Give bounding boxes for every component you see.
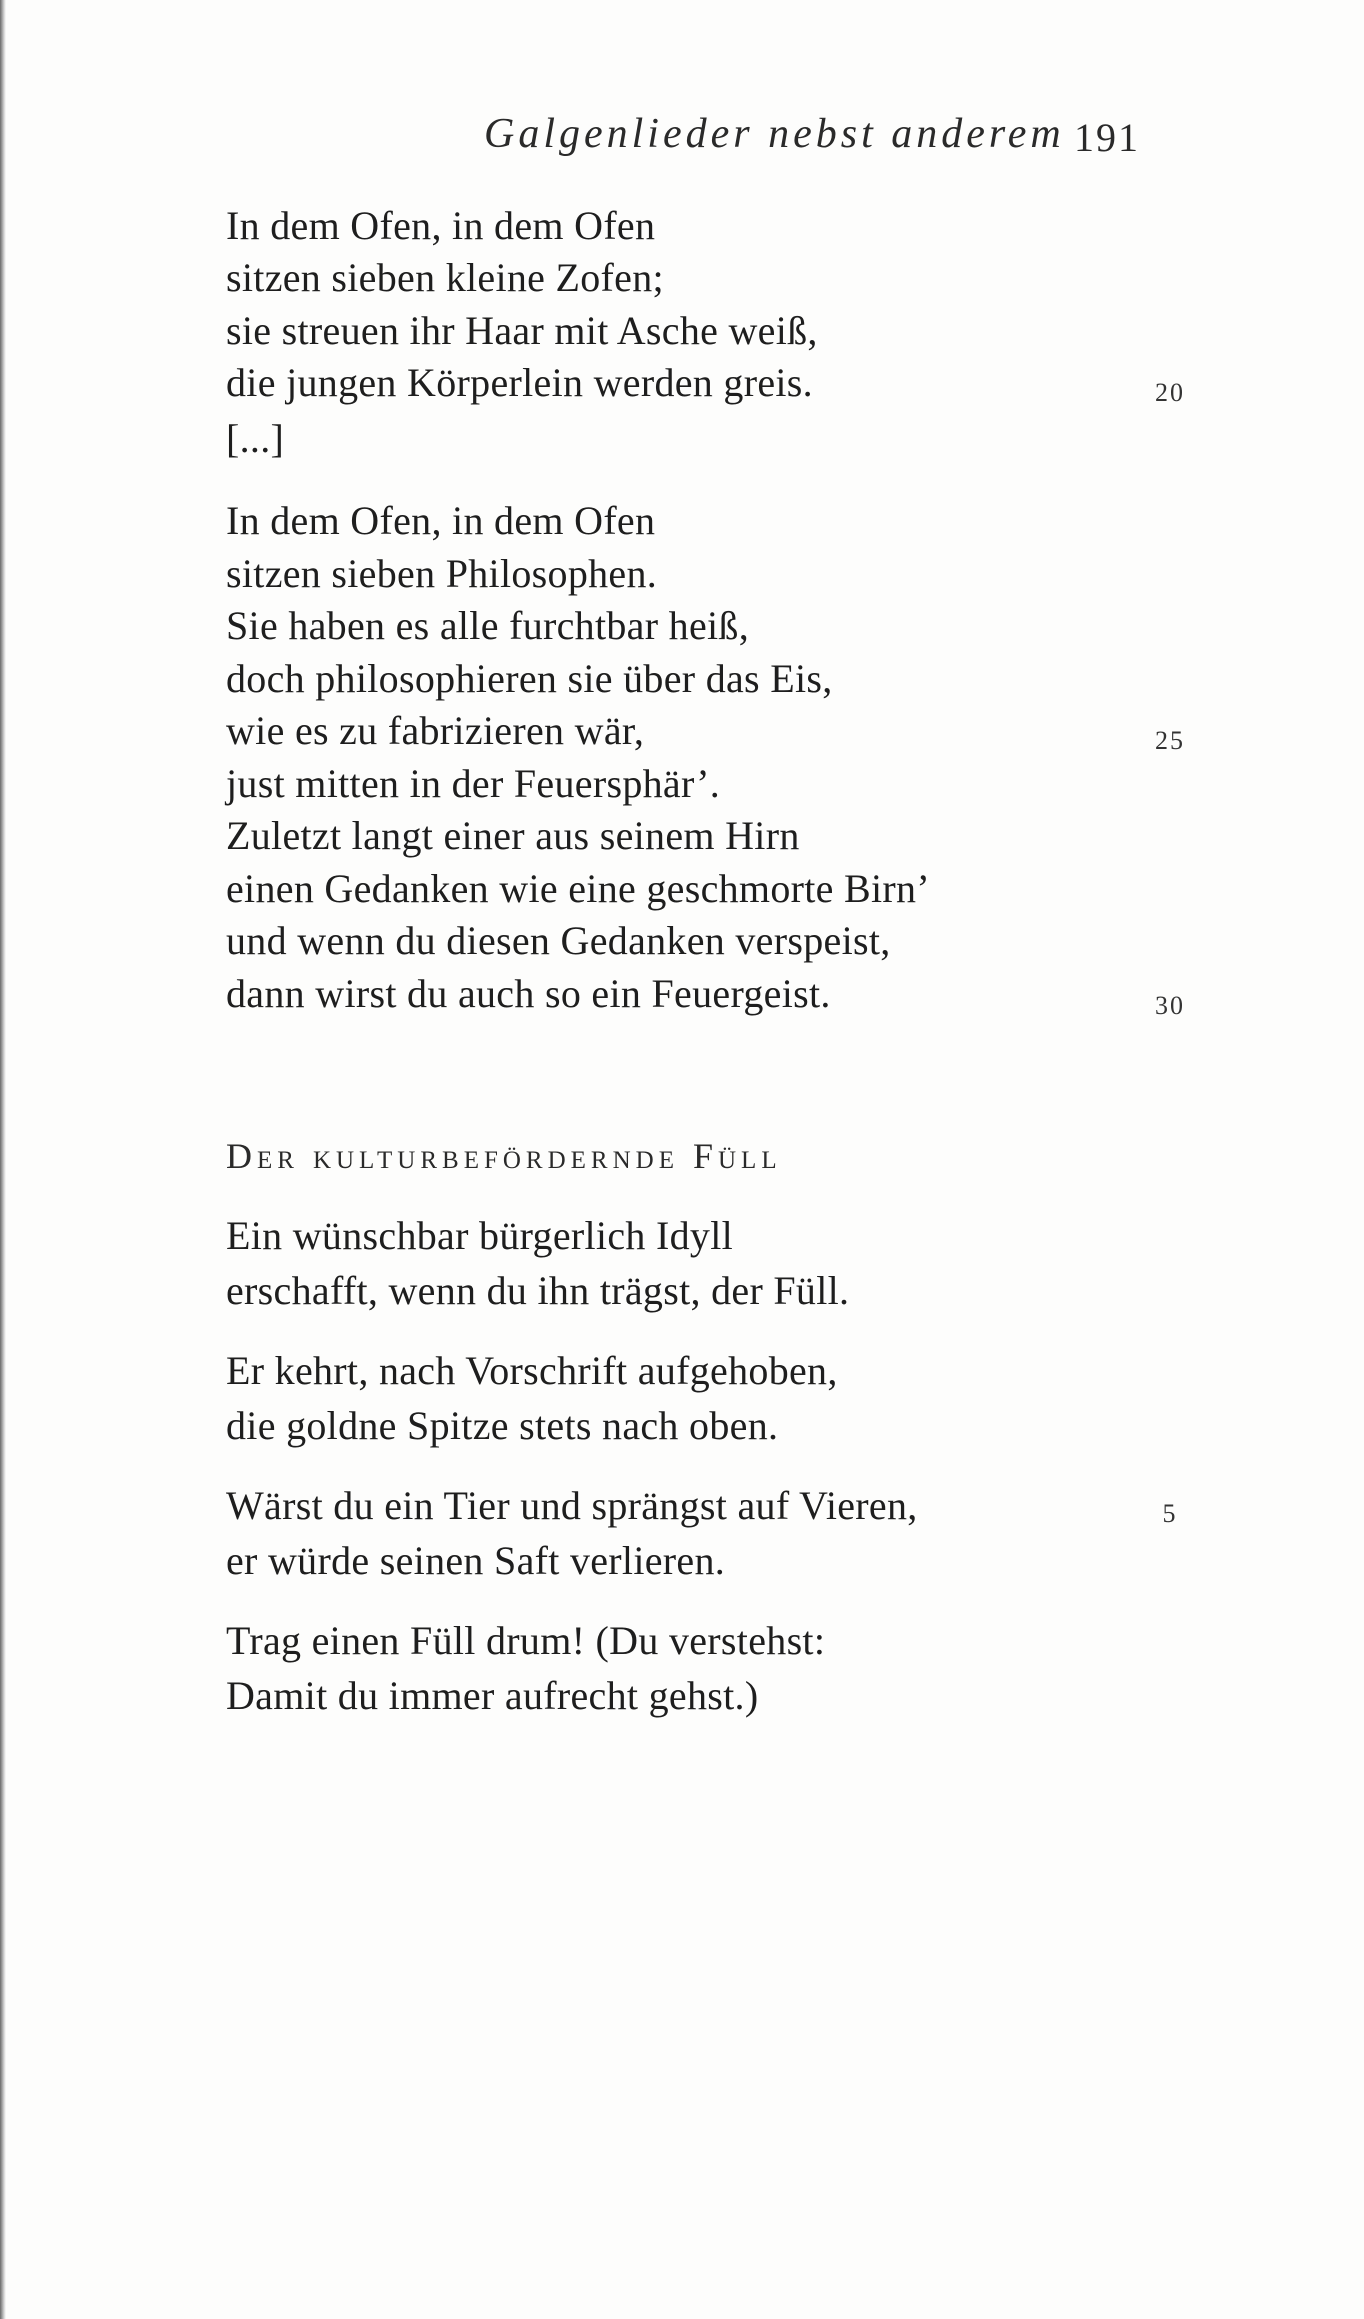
line-number: 20 <box>1155 378 1185 407</box>
verse-line: sitzen sieben kleine Zofen; <box>226 255 664 300</box>
verse-line: doch philosophieren sie über das Eis, <box>226 656 833 701</box>
verse-line: wie es zu fabrizieren wär, <box>226 708 645 753</box>
verse-line: die goldne Spitze stets nach oben. <box>226 1403 779 1448</box>
poem-title: Der kulturbefördernde Füll <box>226 1136 782 1176</box>
verse-line: just mitten in der Feuersphär’. <box>226 761 721 806</box>
verse-line: Zuletzt langt einer aus seinem Hirn <box>226 813 800 858</box>
verse-line: Ein wünschbar bürgerlich Idyll <box>226 1213 734 1258</box>
verse-line: Er kehrt, nach Vorschrift aufgehoben, <box>226 1348 838 1393</box>
verse-line: dann wirst du auch so ein Feuergeist. <box>226 971 831 1016</box>
line-number: 5 <box>1162 1499 1178 1528</box>
verse-line: erschafft, wenn du ihn trägst, der Füll. <box>226 1268 850 1313</box>
verse-line: sie streuen ihr Haar mit Asche weiß, <box>226 308 818 353</box>
page-binding-edge <box>0 0 6 2319</box>
verse-line: Wärst du ein Tier und sprängst auf Vieren, <box>226 1483 918 1528</box>
verse-line: er würde seinen Saft verlieren. <box>226 1538 726 1583</box>
running-title: Galgenlieder nebst anderem <box>484 111 1065 157</box>
verse-line: und wenn du diesen Gedanken verspeist, <box>226 918 891 963</box>
running-head <box>0 110 1364 170</box>
verse-line: Sie haben es alle furchtbar heiß, <box>226 603 750 648</box>
page-number: 191 <box>1074 115 1140 160</box>
verse-line: sitzen sieben Philosophen. <box>226 551 658 596</box>
line-number: 30 <box>1155 991 1185 1020</box>
verse-line: Damit du immer aufrecht gehst.) <box>226 1673 759 1718</box>
line-number: 25 <box>1155 726 1185 755</box>
verse-line: die jungen Körperlein werden greis. <box>226 360 813 405</box>
verse-line: In dem Ofen, in dem Ofen <box>226 498 656 543</box>
ellipsis-line: [...] <box>226 416 285 461</box>
verse-line: einen Gedanken wie eine geschmorte Birn’ <box>226 866 930 911</box>
verse-line: In dem Ofen, in dem Ofen <box>226 203 656 248</box>
verse-line: Trag einen Füll drum! (Du verstehst: <box>226 1618 826 1663</box>
